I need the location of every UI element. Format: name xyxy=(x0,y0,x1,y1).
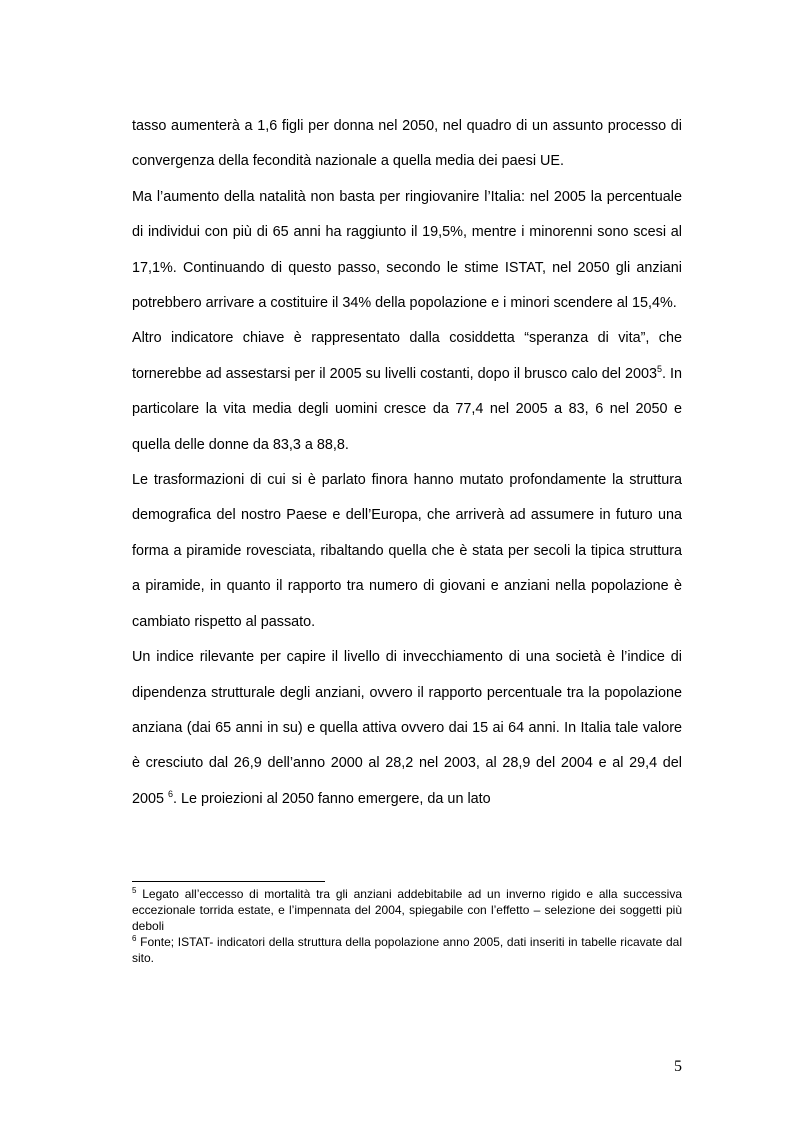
paragraph-text: Ma l’aumento della natalità non basta per ringiovanire l’Italia: nel 2005 la percentuale di individui con più di 65 anni ha raggiunto il 19,5%, mentre i minorenni sono scesi al 17,1%. Continuando di questo passo, secondo le stime ISTAT, nel 2050 gli anziani potrebbero arrivare a costituire il 34% della popolazione e i minori scendere al 15,4%. xyxy=(132,188,682,312)
paragraph-dependency-index xyxy=(132,640,682,817)
paragraph-text: tasso aumenterà a 1,6 figli per donna nel 2050, nel quadro di un assunto processo di convergenza della fecondità nazionale a quella media dei paesi UE. xyxy=(132,118,682,170)
footnote-text: Legato all’eccesso di mortalità tra gli anziani addebitabile ad un inverno rigido e alla successiva eccezionale torrida estate, e l’impennata del 2004, spiegabile con l’effetto – selezione dei soggetti più deboli xyxy=(132,887,682,933)
paragraph-text: Le trasformazioni di cui si è parlato finora hanno mutato profondamente la struttura demografica del nostro Paese e dell’Europa, che arriverà ad assumere in futuro una forma a piramide rovesciata, ribaltando quella che è stata per secoli la tipica struttura a piramide, in quanto il rapporto tra numero di giovani e anziani nella popolazione è cambiato rispetto al passato. xyxy=(132,472,682,630)
paragraph-life-expectancy xyxy=(132,321,682,463)
footnote-6 xyxy=(132,934,682,966)
paragraph-text: . In particolare la vita media degli uomini cresce da 77,4 nel 2005 a 83, 6 nel 2050 e quella delle donne da 83,3 a 88,8. xyxy=(132,365,682,453)
footnote-separator xyxy=(132,881,325,882)
footnote-ref-5: 5 xyxy=(656,364,662,375)
paragraph-ageing-population xyxy=(132,180,682,322)
page-number: 5 xyxy=(674,1058,682,1075)
footnote-ref-6: 6 xyxy=(168,788,174,799)
paragraph-demographic-structure xyxy=(132,463,682,640)
body-text xyxy=(132,109,682,817)
footnote-number: 6 xyxy=(132,934,137,943)
footnote-number: 5 xyxy=(132,886,137,895)
paragraph-text: Altro indicatore chiave è rappresentato dalla cosiddetta “speranza di vita”, che tornerebbe ad assestarsi per il 2005 su livelli costanti, dopo il brusco calo del 2003 xyxy=(132,330,682,382)
footnote-text: Fonte; ISTAT- indicatori della struttura della popolazione anno 2005, dati inseriti in tabelle ricavate dal sito. xyxy=(132,935,682,965)
paragraph-text: . Le proiezioni al 2050 fanno emergere, da un lato xyxy=(173,790,491,807)
footnotes xyxy=(132,886,682,966)
footnote-5 xyxy=(132,886,682,934)
paragraph-fertility-rate xyxy=(132,109,682,180)
paragraph-text: Un indice rilevante per capire il livello di invecchiamento di una società è l’indice di dipendenza strutturale degli anziani, ovvero il rapporto percentuale tra la popolazione anziana (dai 65 anni in su) e quella attiva ovvero dai 15 ai 64 anni. In Italia tale valore è cresciuto dal 26,9 dell’anno 2000 al 28,2 nel 2003, al 28,9 del 2004 e al 29,4 del 2005 xyxy=(132,649,682,807)
